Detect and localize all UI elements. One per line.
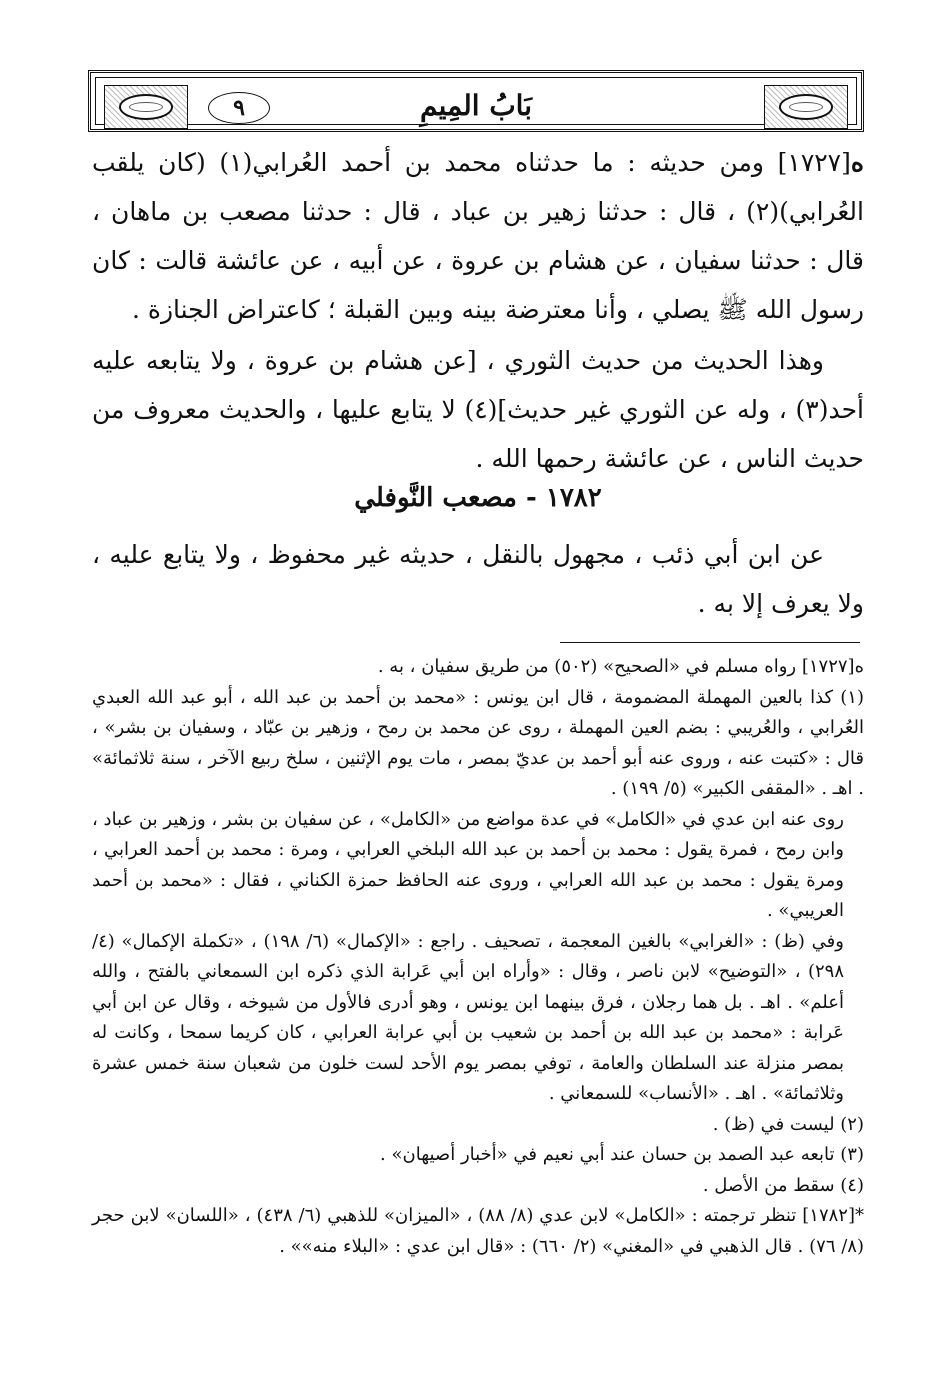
chapter-title: بَابُ المِيمِ — [419, 89, 532, 122]
page-number: ٩ — [208, 92, 270, 124]
footnote-separator — [560, 642, 860, 643]
footnote-1-cont-a: روى عنه ابن عدي في «الكامل» في عدة مواضع من «الكامل» ، عن سفيان بن بشر ، وزهير بن عباد ، وابن رمح ، فمرة يقول : محمد بن أحمد بن عبد الله البلخي العرابي ، ومرة : محمد بن أحمد العرابي ، ومرة يقول : محمد بن عبد الله العرابي ، وروى عنه الحافظ حمزة الكناني ، فقال : «محمد بن أحمد العريبي» . — [92, 808, 844, 921]
header-border — [95, 77, 857, 125]
footnote-source: ه[١٧٢٧] رواه مسلم في «الصحيح» (٥٠٢) من طريق سفيان ، به . — [377, 656, 864, 677]
footnote-entry-1782: *[١٧٨٢] تنظر ترجمته : «الكامل» لابن عدي (٨/ ٨٨) ، «الميزان» للذهبي (٦/ ٤٣٨) ، «اللسان» لابن حجر (٨/ ٧٦) . قال الذهبي في «المغني» (٢/ ٦٦٠) : «قال ابن عدي : «البلاء منه»» . — [92, 1205, 864, 1257]
footnote-1-cont-b: وفي (ظ) : «الغرابي» بالغين المعجمة ، تصحيف . راجع : «الإكمال» (٦/ ١٩٨) ، «تكملة الإكمال» (٤/ ٢٩٨) ، «التوضيح» لابن ناصر ، وقال : «وأراه ابن أبي عَرابة الذي ذكره ابن السمعاني بالفتح ، والله أعلم» . اهـ . بل هما رجلان ، فرق بينهما ابن يونس ، وهو أدرى فالأول من شيوخه ، وقال عن ابن أبي عَرابة : «محمد بن عبد الله بن أحمد بن شعيب بن أبي عرابة العرابي ، كان كريما سمحا ، وكانت له بمصر منزلة عند السلطان والعامة ، توفي بمصر يوم الأحد لست خلون من شعبان سنة خمس عشرة وثلاثمائة» . اهـ . «الأنساب» للسمعاني . — [92, 930, 844, 1104]
commentary-text: وهذا الحديث من حديث الثوري ، [عن هشام بن عروة ، ولا يتابعه عليه أحد(٣) ، وله عن الثوري غير حديث](٤) لا يتابع عليها ، والحديث معروف من حديث الناس ، عن عائشة رحمها الله . — [92, 346, 864, 473]
commentary-paragraph — [92, 336, 864, 483]
hadith-number: [١٧٢٧] — [777, 148, 851, 177]
entry-heading: ١٧٨٢ - مصعب النَّوفلي — [354, 483, 602, 513]
footnotes — [92, 652, 864, 1262]
entry-text: عن ابن أبي ذئب ، مجهول بالنقل ، حديثه غير محفوظ ، ولا يتابع عليه ، ولا يعرف إلا به . — [92, 540, 864, 618]
footnote-3: (٣) تابعه عبد الصمد بن حسان عند أبي نعيم في «أخبار أصيهان» . — [380, 1144, 864, 1165]
ornament-right-icon — [764, 85, 848, 129]
cartouche-right — [779, 94, 833, 120]
page-header — [88, 70, 864, 132]
hadith-marker: ه — [850, 148, 864, 177]
entry-paragraph — [92, 530, 864, 628]
hadith-paragraph — [92, 138, 864, 334]
footnote-2: (٢) ليست في (ظ) . — [712, 1113, 864, 1135]
footnote-4: (٤) سقط من الأصل . — [702, 1174, 864, 1196]
footnote-1: (١) كذا بالعين المهملة المضمومة ، قال ابن يونس : «محمد بن أحمد بن عبد الله ، أبو عبد الله العبدي العُرابي ، والعُريبي : بضم العين المهملة ، روى عن محمد بن رمح ، وزهير بن عبّاد ، وسفيان بن بشر» ، قال : «كتبت عنه ، وروى عنه أبو أحمد بن عديّ بمصر ، مات يوم الإثنين ، سلخ ربيع الآخر ، سنة ثلاثمائة» . اهـ . «المقفى الكبير» (٥/ ١٩٩) . — [92, 686, 864, 799]
hadith-text: ومن حديثه : ما حدثناه محمد بن أحمد العُرابي(١) (كان يلقب العُرابي)(٢) ، قال : حدثنا زهير بن عباد ، قال : حدثنا مصعب بن ماهان ، قال : حدثنا سفيان ، عن هشام بن عروة ، عن أبيه ، عن عائشة قالت : كان رسول الله ﷺ يصلي ، وأنا معترضة بينه وبين القبلة ؛ كاعتراض الجنازة . — [92, 148, 864, 324]
